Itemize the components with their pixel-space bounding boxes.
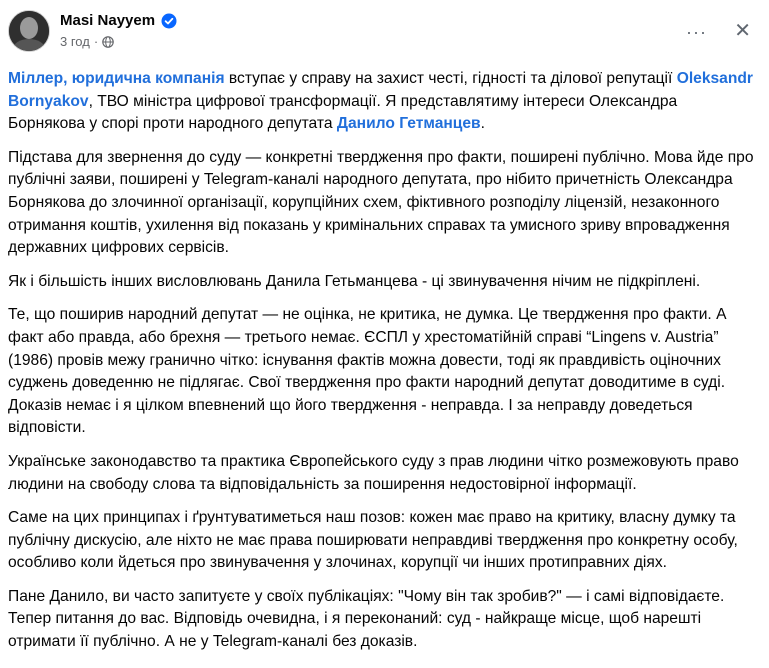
verified-badge-icon [161, 13, 177, 29]
mention-oleksandr-bornyakov[interactable]: Oleksandr Bornyakov [8, 70, 753, 110]
post-header [8, 10, 761, 60]
more-options-icon[interactable]: ··· [686, 22, 707, 42]
paragraph-4: Те, що поширив народний депутат — не оцінка, не критика, не думка. Це твердження про факти. А факт або правда, або брехня — третього немає. ЄСПЛ у хрестоматійній справі “Lingens v. Austria” (1986) провів межу гранично чітко: існування фактів можна довести, тоді як правдивість оціночних суджень доведенню не підлягає. Свої твердження про факти народний депутат доводитиме в суді. Доказів немає і я цілком впевнений що його твердження - неправда. І за неправду доведеться відповісти. [8, 306, 727, 437]
author-name[interactable]: Masi Nayyem [60, 12, 156, 29]
paragraph-7: Пане Данило, ви часто запитуєте у своїх публікаціях: "Чому він так зробив?" — і самі відповідаєте. Тепер питання до вас. Відповідь очевидна, і я переконаний: суд - найкраще місце, щоб нарешті отримати її публічно. А не у Telegram-каналі без доказів. [8, 587, 725, 651]
paragraph-1-text-a: вступає у справу на захист честі, гідності та ділової репутації [224, 70, 677, 87]
meta-separator: · [93, 34, 99, 49]
author-line [60, 12, 177, 29]
post-text [8, 68, 758, 665]
paragraph-2: Підстава для звернення до суду — конкретні твердження про факти, поширені публічно. Мова йде про публічні заяви, поширені у Telegram-каналі народного депутата, про нібито причетність Олександра Борнякова до злочинної організації, корупційних схем, фіктивного розподілу ліцензій, незаконного отримання коштів, ухилення від показань у кримінальних справах та умисного зриву впровадження державних цифрових сервісів. [8, 148, 754, 257]
close-icon[interactable]: ✕ [734, 20, 751, 42]
globe-icon[interactable] [102, 36, 114, 48]
author-avatar[interactable] [8, 10, 50, 52]
paragraph-5: Українське законодавство та практика Європейського суду з прав людини чітко розмежовують право людини на свободу слова та відповідальність за поширення недостовірної інформації. [8, 452, 739, 493]
paragraph-1-text-b: , ТВО міністра цифрової трансформації. Я представлятиму інтереси Олександра Борнякова у спорі проти народного депутата [8, 92, 678, 133]
mention-danylo-hetmantsev[interactable]: Данило Гетманцев [336, 115, 481, 133]
paragraph-1 [8, 68, 758, 136]
paragraph-1-text-c: . [480, 115, 485, 133]
paragraph-6: Саме на цих принципах і ґрунтуватиметься наш позов: кожен має право на критику, власну думку та публічну дискусію, але ніхто не має права поширювати неправдиві твердження про конкретну особу, особливо коли йдеться про звинувачення у злочинах, корупції чи інших протиправних діях. [8, 509, 738, 572]
paragraph-3: Як і більшість інших висловлювань Данила Гетьманцева - ці звинувачення нічим не підкріплені. [8, 272, 701, 290]
post-timestamp[interactable]: 3 год [60, 34, 90, 49]
mention-miller-law-firm[interactable]: Міллер, юридична компанія [8, 70, 225, 87]
post-meta [60, 34, 114, 49]
